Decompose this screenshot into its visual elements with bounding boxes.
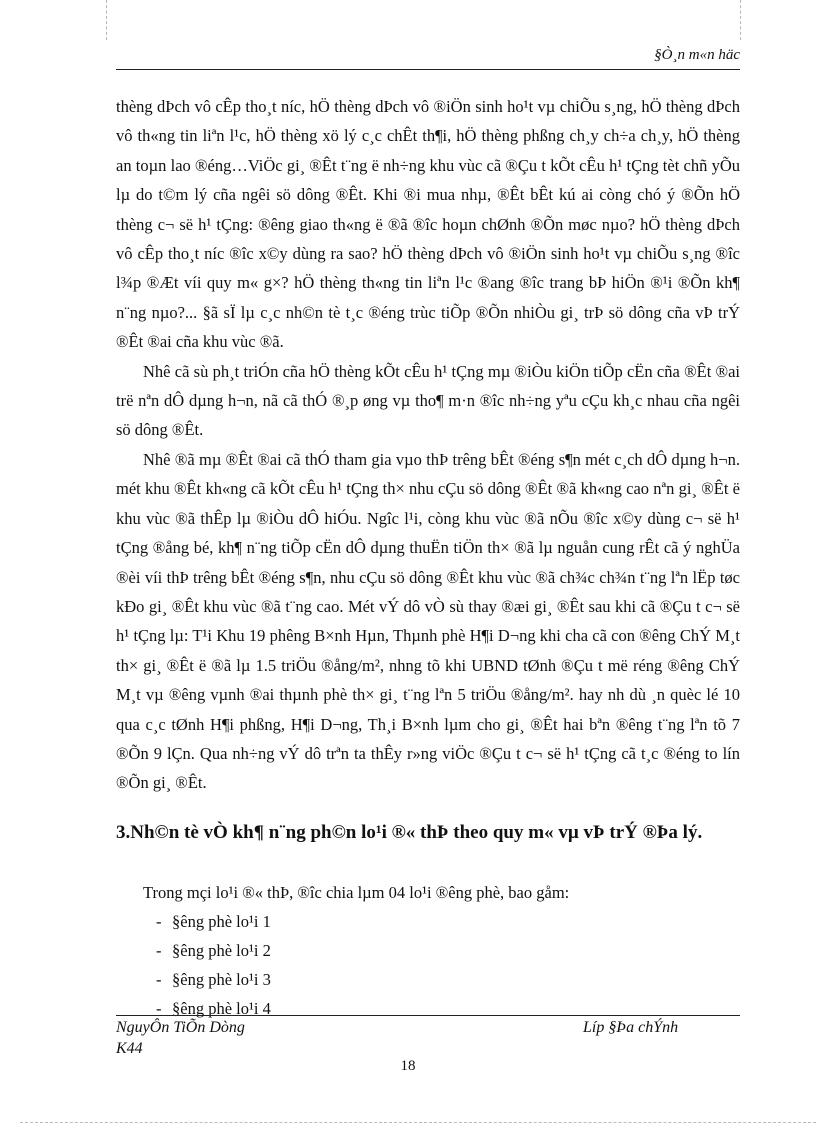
bullet-dash: -	[156, 941, 162, 960]
crop-mark-right	[740, 0, 741, 40]
footer-author-block	[116, 1017, 245, 1059]
list-item-label: §êng phè lo¹i 1	[172, 912, 271, 931]
author-cohort: K44	[116, 1040, 143, 1057]
section-intro: Trong mçi lo¹i ®« thÞ, ®îc chia lµm 04 lo¹i ®êng phè, bao gåm:	[143, 883, 570, 902]
footer-rule	[116, 1015, 740, 1016]
page-number: 18	[400, 1058, 416, 1074]
running-header: §Ò¸n m«n häc	[654, 47, 740, 63]
bullet-dash: -	[156, 999, 162, 1018]
crop-mark-left	[106, 0, 107, 40]
list-item-label: §êng phè lo¹i 2	[172, 941, 271, 960]
list-item	[156, 936, 271, 965]
list-item-label: §êng phè lo¹i 3	[172, 970, 271, 989]
street-class-list	[156, 907, 271, 1023]
paragraph-1: thèng dÞch vô cÊp tho¸t níc, hÖ thèng dÞch vô ®iÖn sinh ho¹t vµ chiÕu s¸ng, hÖ thèng dÞch vô th«ng tin liªn l¹c, hÖ thèng xö lý c¸c chÊt th¶i, hÖ thèng phßng ch¸y ch÷a ch¸y, hÖ thèng an toµn lao ®éng…ViÖc gi¸ ®Êt t¨ng ë nh÷ng khu vùc cã ®Çu t kÕt cÊu h¹ tÇng tèt chñ yÕu lµ do t©m lý cña ngêi sö dông ®Êt. Khi ®i mua nhµ, ®Êt bÊt kú ai còng chó ý ®Õn hÖ thèng c¬ së h¹ tÇng: ®êng giao th«ng ë ®ã ®îc hoµn chØnh ®Õn møc nµo? hÖ thèng dÞch vô cÊp tho¸t níc ®îc x©y dùng ra sao? hÖ thèng dÞch vô ®iÖn sinh ho¹t vµ chiÕu s¸ng ®îc l¾p ®Æt víi quy m« g×? hÖ thèng th«ng tin liªn l¹c ®ang ®îc trang bÞ hiÖn ®¹i ®Õn kh¶ n¨ng nµo?... §ã sÏ lµ c¸c nh©n tè t¸c ®éng trùc tiÕp ®Õn nhiÒu gi¸ trÞ sö dông cña vÞ trÝ ®Êt ®ai cña khu vùc ®ã.	[116, 97, 740, 352]
bullet-dash: -	[156, 970, 162, 989]
list-item-label: §êng phè lo¹i 4	[172, 999, 271, 1018]
list-item	[156, 965, 271, 994]
footer-class-name: Líp §Þa chÝnh	[583, 1019, 679, 1036]
body-text	[116, 92, 740, 798]
bullet-dash: -	[156, 912, 162, 931]
header-rule	[116, 69, 740, 70]
author-name: NguyÔn TiÕn Dòng	[116, 1019, 245, 1036]
paragraph-3: Nhê ®ã mµ ®Êt ®ai cã thÓ tham gia vµo thÞ trêng bÊt ®éng s¶n mét c¸ch dÔ dµng h¬n. mét khu ®Êt kh«ng cã kÕt cÊu h¹ tÇng th× nhu cÇu sö dông ®Êt ®ã kh«ng cao nªn gi¸ ®Êt ë khu vùc ®ã thÊp lµ ®iÒu dÔ hiÓu. Ngîc l¹i, còng khu vùc ®ã nÕu ®îc x©y dùng c¬ së h¹ tÇng ®ång bé, kh¶ n¨ng tiÕp cËn dÔ dµng thuËn tiÖn th× ®ã lµ nguån cung rÊt cã ý nghÜa ®èi víi thÞ trêng bÊt ®éng s¶n, nhu cÇu sö dông ®Êt khu vùc ®ã ch¾c ch¾n t¨ng lªn lËp tøc kÐo gi¸ ®Êt khu vùc ®ã t¨ng cao. Mét vÝ dô vÒ sù thay ®æi gi¸ ®Êt sau khi cã ®Çu t c¬ së h¹ tÇng lµ: T¹i Khu 19 phêng B×nh Hµn, Thµnh phè H¶i D¬ng khi cha cã con ®êng ChÝ M¸t th× gi¸ ®Êt ë ®ã lµ 1.5 triÖu ®ång/m², nhng tõ khi UBND tØnh ®Çu t më réng ®êng ChÝ M¸t vµ ®êng vµnh ®ai thµnh phè th× gi¸ t¨ng lªn 5 triÖu ®ång/m². hay nh dù ¸n quèc lé 10 qua c¸c tØnh H¶i phßng, H¶i D¬ng, Th¸i B×nh lµm cho gi¸ ®Êt hai bªn ®êng t¨ng lªn tõ 7 ®Õn 9 lÇn. Qua nh÷ng vÝ dô trªn ta thÊy r»ng viÖc ®Çu t c¬ së h¹ tÇng cã t¸c ®éng to lín ®Õn gi¸ ®Êt.	[116, 449, 740, 793]
list-item	[156, 907, 271, 936]
paragraph-2: Nhê cã sù ph¸t triÓn cña hÖ thèng kÕt cÊu h¹ tÇng mµ ®iÒu kiÖn tiÕp cËn cña ®Êt ®ai trë nªn dÔ dµng h¬n, nã cã thÓ ®¸p øng vµ tho¶ m·n ®îc nh÷ng yªu cÇu kh¸c nhau cña ngêi sö dông ®Êt.	[116, 361, 740, 440]
section-heading: 3.Nh©n tè vÒ kh¶ n¨ng ph©n lo¹i ®« thÞ theo quy m« vµ vÞ trÝ ®Þa lý.	[116, 822, 703, 843]
